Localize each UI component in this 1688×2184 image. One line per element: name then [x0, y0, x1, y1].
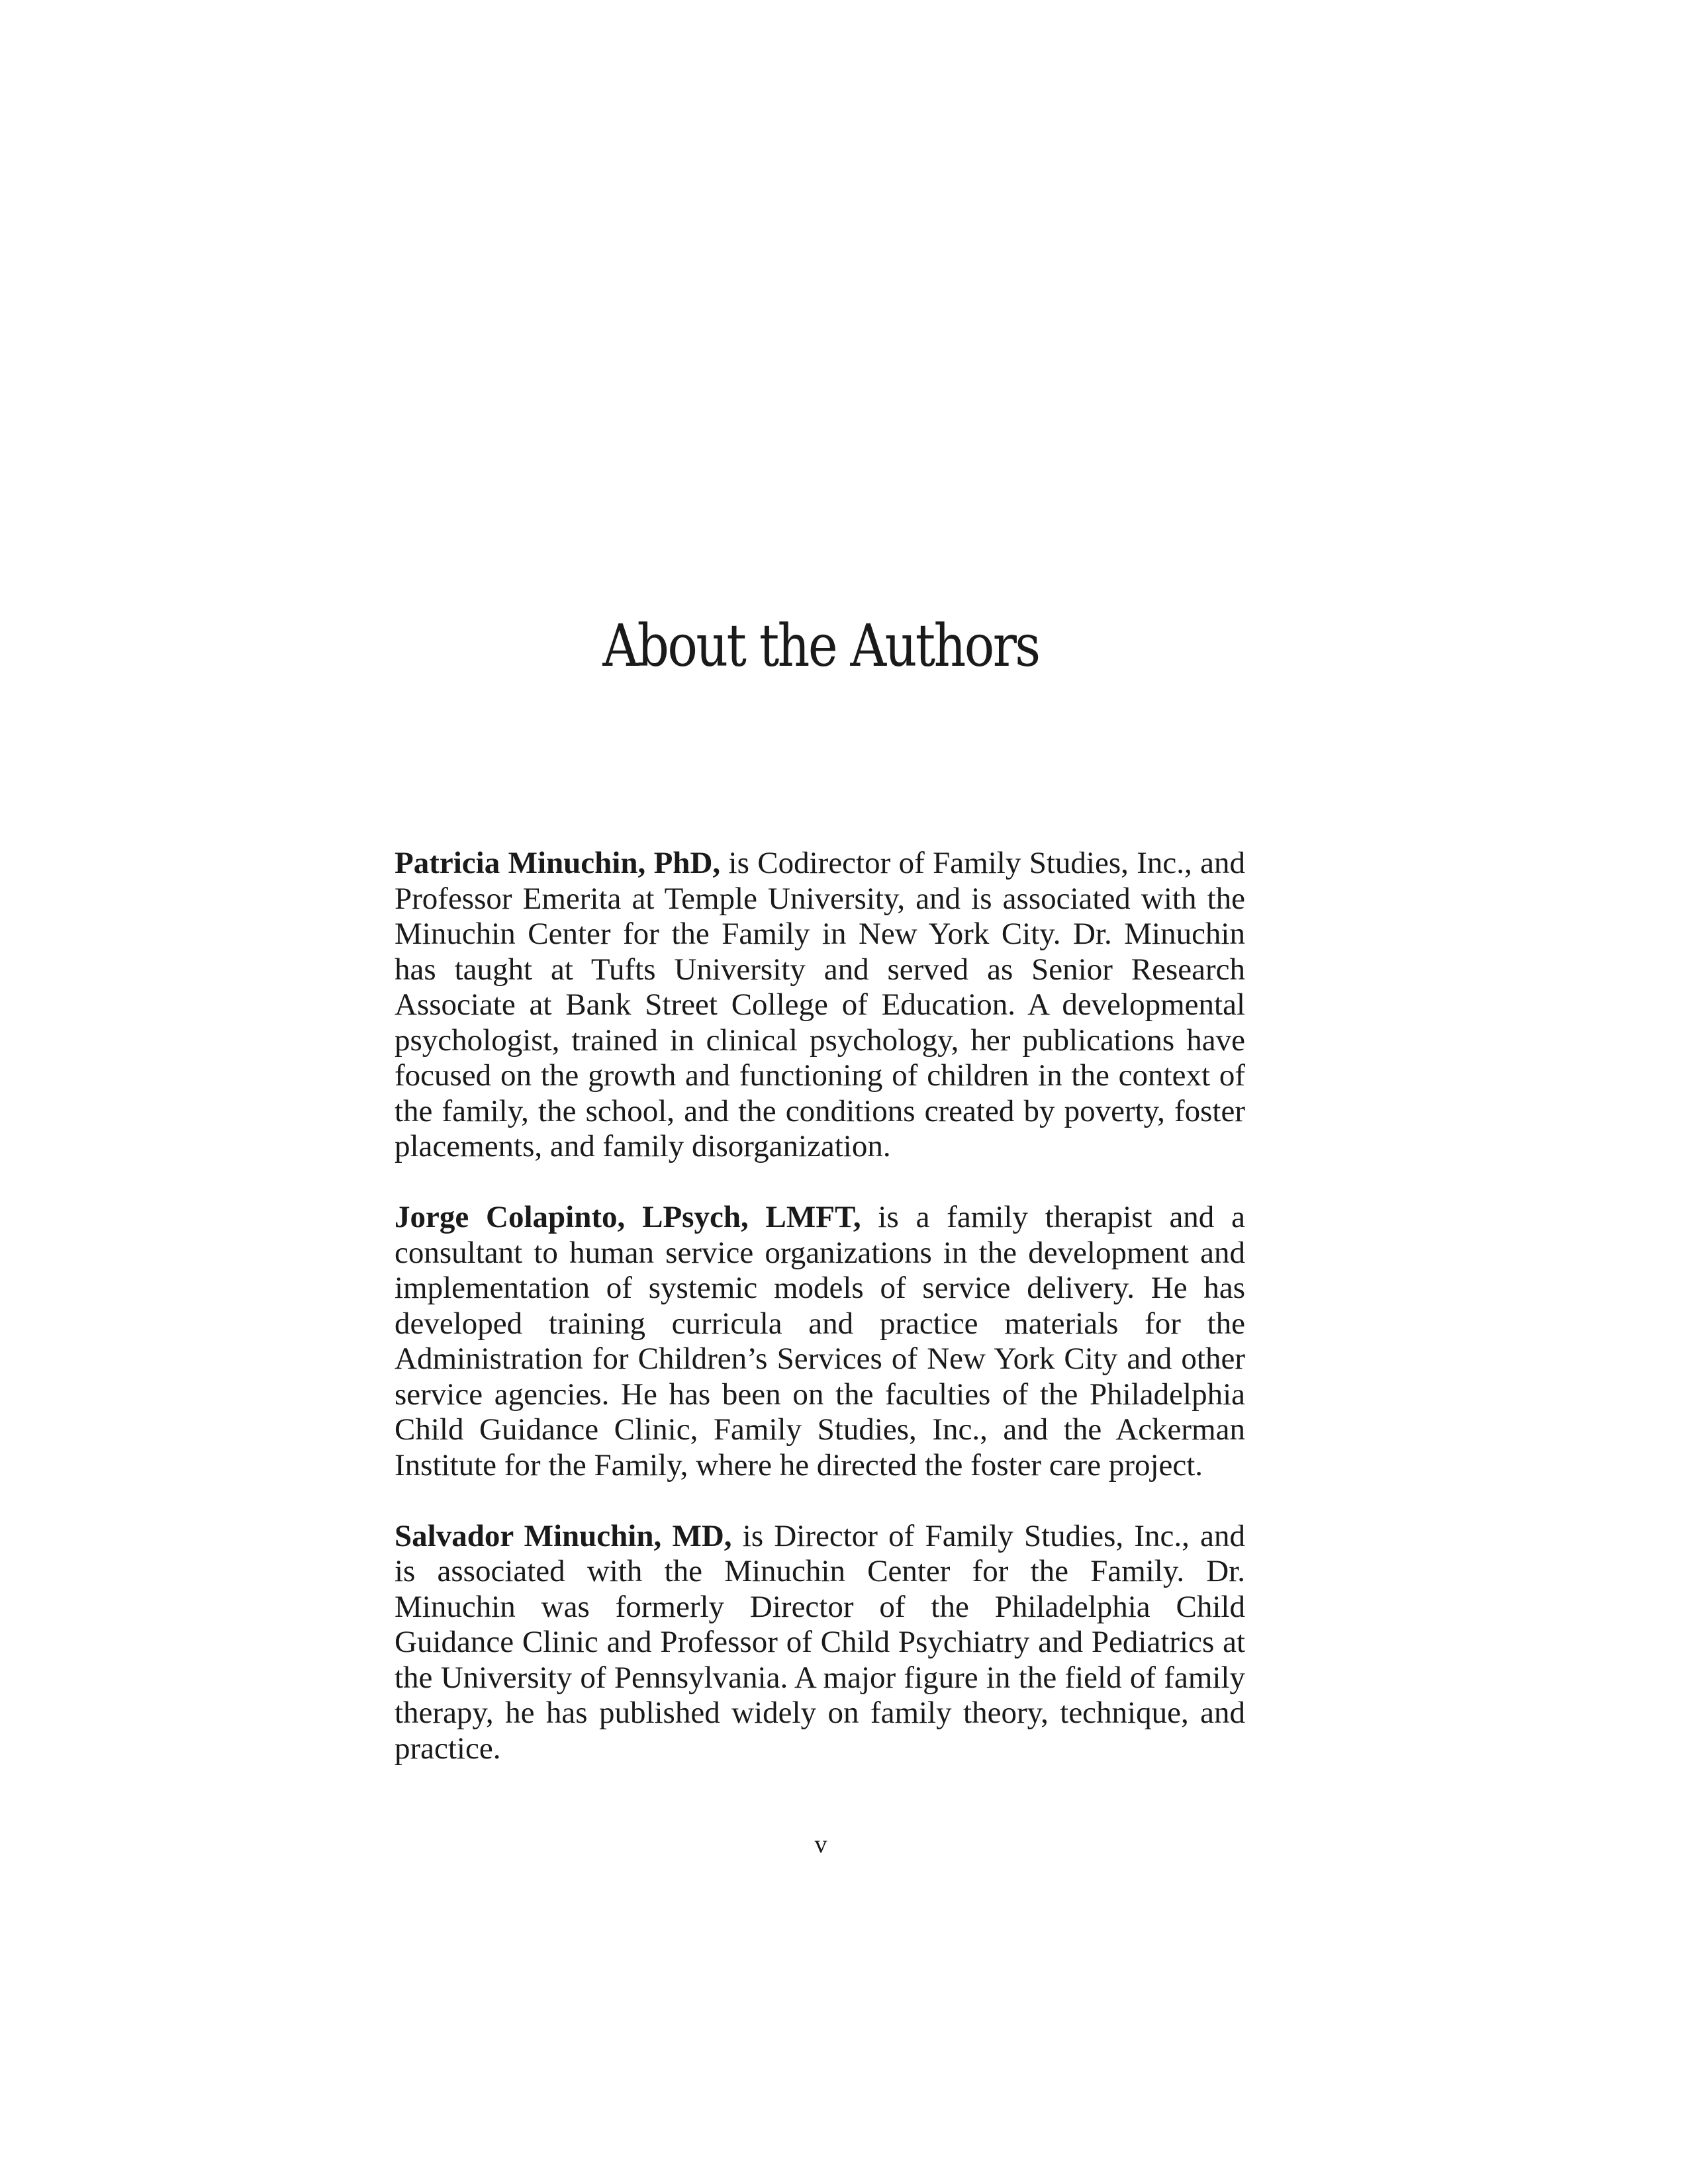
- page-title: About the Authors: [602, 612, 1039, 680]
- bio-name: Jorge Colapinto, LPsych, LMFT,: [395, 1200, 861, 1234]
- bio-salvador-minuchin: [395, 1519, 1245, 1767]
- bio-text: is a family therapist and a consultant to human service organizations in the development and implementation of systemic models of service delivery. He has developed training curricula and practice materials for the Administration for Children’s Services of New York City and other service agencies. He has been on the faculties of the Philadelphia Child Guidance Clinic, Family Studies, Inc., and the Ackerman Institute for the Family, where he directed the foster care project.: [395, 1200, 1245, 1482]
- bio-name: Patricia Minuchin, PhD,: [395, 846, 721, 880]
- page-number: v: [814, 1831, 827, 1858]
- bio-name: Salvador Minuchin, MD,: [395, 1518, 732, 1553]
- author-bios: [395, 846, 1245, 1802]
- bio-jorge-colapinto: [395, 1200, 1245, 1483]
- bio-patricia-minuchin: [395, 846, 1245, 1165]
- bio-text: is Codirector of Family Studies, Inc., and Professor Emerita at Temple University, and is associated with the Minuchin Center for the Family in New York City. Dr. Minuchin has taught at Tufts University and served as Senior Research Associate at Bank Street College of Education. A developmental psychologist, trained in clinical psychology, her publications have focused on the growth and functioning of children in the context of the family, the school, and the conditions created by poverty, foster placements, and family disorganization.: [395, 846, 1245, 1163]
- bio-text: is Director of Family Studies, Inc., and is associated with the Minuchin Center for the Family. Dr. Minuchin was formerly Director of the Philadelphia Child Guidance Clinic and Professor of Child Psychiatry and Pediatrics at the University of Pennsylvania. A major figure in the field of family therapy, he has published widely on family theory, technique, and practice.: [395, 1518, 1245, 1766]
